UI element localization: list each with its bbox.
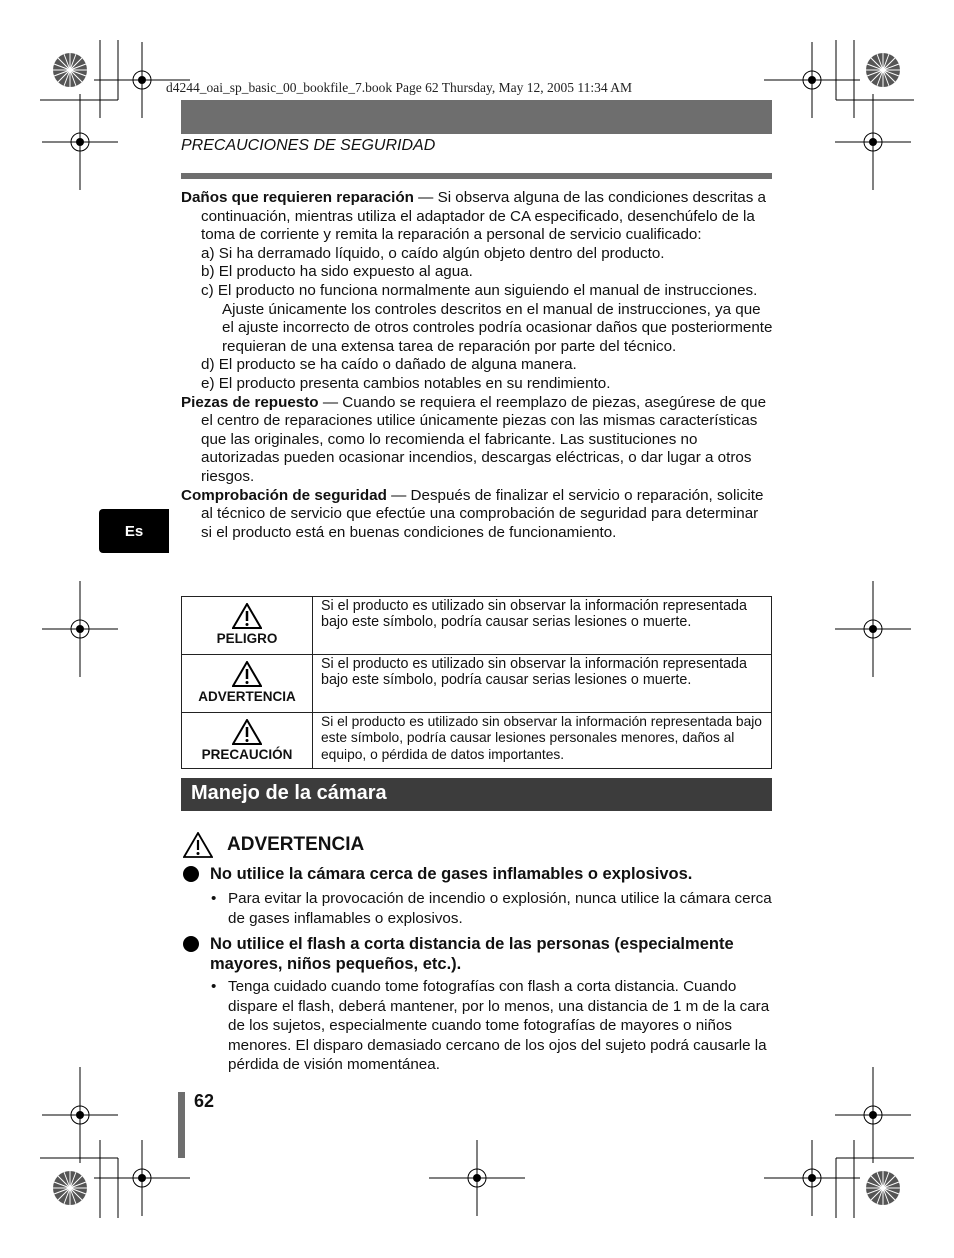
page-number-bar	[178, 1092, 185, 1158]
repair-section	[181, 189, 773, 542]
warning-triangle-icon	[232, 603, 262, 629]
bullet-heading	[183, 934, 773, 974]
bullet-heading-text: No utilice la cámara cerca de gases inflamables o explosivos.	[210, 865, 693, 883]
check-paragraph	[181, 487, 773, 543]
advertencia-title: ADVERTENCIA	[227, 834, 365, 855]
advertencia-heading	[183, 832, 364, 858]
damage-text: — Si observa alguna de las condiciones descritas a continuación, mientras utiliza el adaptador de CA especificado, desenchúfelo de la toma de corriente y remita la reparación a personal de servicio cualificado:	[201, 189, 766, 244]
bullet-marker: •	[211, 890, 217, 907]
parts-text: — Cuando se requiera el reemplazo de piezas, asegúrese de que el centro de reparaciones utilice únicamente piezas con las mismas características que las originales, como lo recomienda el fabricante. Las sustituciones no autorizadas pueden ocasionar incendios, descargas eléctricas, o dar lugar a otros riesgos.	[201, 393, 767, 485]
bullet-dot-icon	[183, 866, 199, 882]
warning-symbol-cell	[182, 655, 313, 713]
table-row	[182, 713, 772, 769]
advertencia-label: ADVERTENCIA	[198, 689, 296, 704]
warning-symbols-table	[181, 596, 772, 769]
table-row	[182, 597, 772, 655]
warning-description: Si el producto es utilizado sin observar la información representada bajo este símbolo, podría causar serias lesiones o muerte.	[313, 597, 772, 655]
bullet-body	[211, 889, 773, 928]
precaucion-label: PRECAUCIÓN	[201, 747, 293, 762]
list-item: c) El producto no funciona normalmente aun siguiendo el manual de instrucciones. Ajuste únicamente los controles descritos en el manual de instrucciones, ya que el ajuste incorrecto de otros controles podría ocasionar daños que posteriormente requieran de una extensa tarea de reparación por parte del técnico.	[201, 281, 773, 355]
warning-description: Si el producto es utilizado sin observar la información representada bajo este símbolo, podría causar serias lesiones o muerte.	[313, 655, 772, 713]
list-item: a) Si ha derramado líquido, o caído algún objeto dentro del producto.	[201, 244, 665, 262]
warning-symbol-cell	[182, 713, 313, 769]
bullet-heading-text: No utilice el flash a corta distancia de las personas (especialmente mayores, niños pequeños, etc.).	[210, 935, 734, 973]
damage-title: Daños que requieren reparación	[181, 189, 414, 206]
peligro-label: PELIGRO	[216, 631, 278, 646]
page-number: 62	[194, 1091, 215, 1111]
bullet-dot-icon	[183, 936, 199, 952]
header-bar	[181, 100, 772, 134]
language-tab: Es	[99, 509, 169, 553]
bullet-heading	[183, 864, 773, 884]
section-heading: Manejo de la cámara	[181, 778, 772, 811]
section-label: PRECAUCIONES DE SEGURIDAD	[181, 137, 436, 154]
warning-triangle-icon	[232, 661, 262, 687]
list-item: e) El producto presenta cambios notables en su rendimiento.	[201, 374, 611, 392]
bullet-marker: •	[211, 978, 217, 995]
bullet-body-text: Para evitar la provocación de incendio o explosión, nunca utilice la cámara cerca de gases inflamables o explosivos.	[228, 890, 772, 927]
warning-symbol-cell	[182, 597, 313, 655]
bullet-body-text: Tenga cuidado cuando tome fotografías con flash a corta distancia. Cuando dispare el flash, deberá mantener, por lo menos, una distancia de 1 m de la cara de los sujetos, especialmente cuando tome fotografías de mayores o niños menores. El disparo demasiado cercano de los ojos del sujeto podrá causarle la pérdida de visión momentánea.	[228, 978, 770, 1073]
print-header: d4244_oai_sp_basic_00_bookfile_7.book Page 62 Thursday, May 12, 2005 11:34 AM	[166, 80, 632, 95]
damage-paragraph	[181, 189, 773, 245]
bullet-body	[211, 977, 773, 1075]
list-item: b) El producto ha sido expuesto al agua.	[201, 263, 473, 281]
warning-description: Si el producto es utilizado sin observar la información representada bajo este símbolo, podría causar lesiones personales menores, daños al equipo, o pérdida de datos importantes.	[313, 713, 772, 769]
parts-title: Piezas de repuesto	[181, 393, 319, 411]
warning-triangle-icon	[232, 719, 262, 745]
table-row	[182, 655, 772, 713]
section-rule	[181, 173, 772, 179]
parts-paragraph	[181, 394, 773, 487]
warning-triangle-icon	[183, 832, 213, 858]
list-item: d) El producto se ha caído o dañado de alguna manera.	[201, 356, 577, 374]
check-title: Comprobación de seguridad	[181, 486, 387, 504]
check-text: — Después de finalizar el servicio o reparación, solicite al técnico de servicio que efectúe una comprobación de seguridad para determinar si el producto está en buenas condiciones de funcionamiento.	[201, 486, 764, 541]
